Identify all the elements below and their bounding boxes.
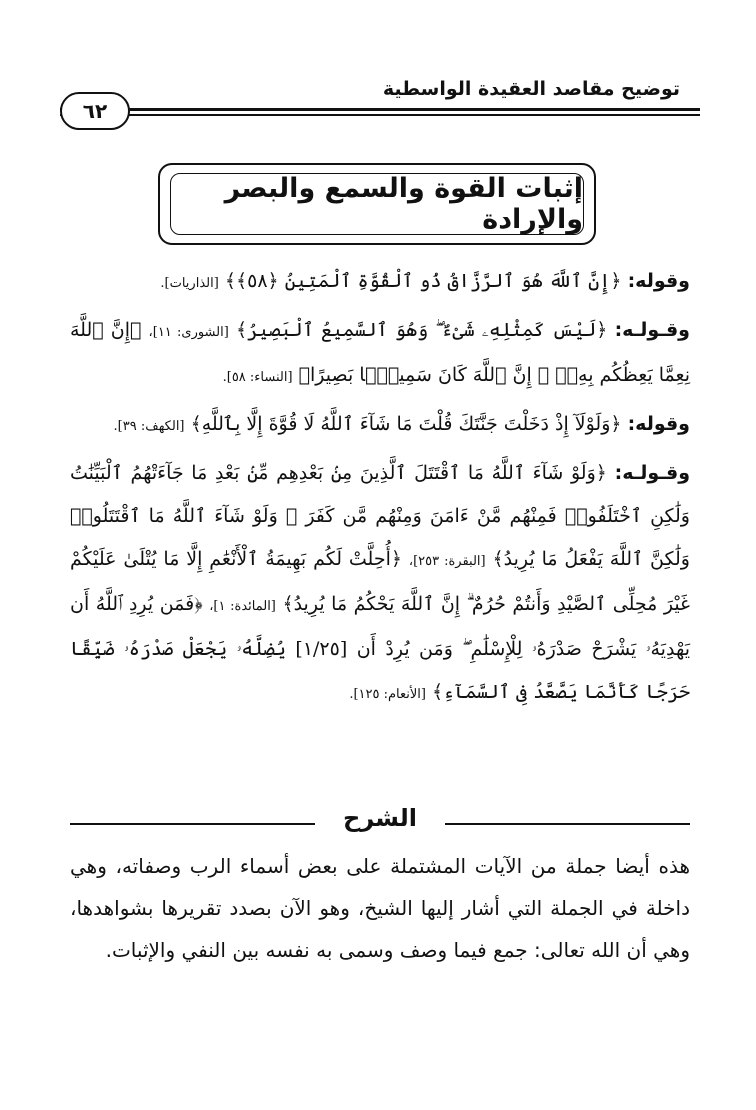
page-header <box>60 72 700 132</box>
sharh-paragraph: هذه أيضا جملة من الآيات المشتملة على بعض أسماء الرب وصفاته، وهي داخلة في الجملة التي أشار إليها الشيخ، وهو الآن بصدد تقريرها بشواهدها، وهي أن الله تعالى: جمع فيما وصف وسمى به نفسه بين النفي والإثبات. <box>70 854 690 962</box>
separator-rule-right <box>445 823 690 825</box>
verse-reference: [النساء: ٥٨]. <box>222 370 293 385</box>
quran-verse: ﴿فَمَن يُرِدِ ٱللَّهُ أَن يَهْدِيَهُۥ يَشْرَحْ صَدْرَهُۥ لِلْإِسْلَٰمِ ۖ وَمَن يُرِدْ أَن [١/٢٥] يُضِلَّهُۥ يَجْعَلْ صَدْرَهُۥ ضَيِّقًا حَرَجًا كَأَنَّمَا يَصَّعَّدُ فِى ٱلسَّمَآءِ﴾ <box>70 593 690 703</box>
quran-verse: ﴿وَلَوْلَآ إِذْ دَخَلْتَ جَنَّتَكَ قُلْتَ مَا شَآءَ ٱللَّهُ لَا قُوَّةَ إِلَّا بِٱللَّهِ﴾ <box>190 413 622 435</box>
matn-paragraph <box>70 309 690 399</box>
matn-lead: وقوله: <box>627 413 690 435</box>
verse-reference: [المائدة: ١]، <box>209 599 276 614</box>
verse-reference: [الشورى: ١١]، <box>148 325 229 340</box>
header-rule-thin <box>60 114 700 116</box>
book-title: توضيح مقاصد العقيدة الواسطية <box>382 78 680 100</box>
matn-lead: وقوله: <box>627 270 690 292</box>
matn-paragraph <box>70 260 690 305</box>
sharh-heading: الشرح <box>343 804 417 832</box>
quran-verse: ﴿إِنَّ ٱللَّهَ نِعِمَّا يَعِظُكُم بِهِۦٓ ۗ إِنَّ ٱللَّهَ كَانَ سَمِيعًۢا بَصِيرًا﴾ <box>70 319 690 386</box>
quran-verse: ﴿وَلَوْ شَآءَ ٱللَّهُ مَا ٱقْتَتَلَ ٱلَّذِينَ مِنۢ بَعْدِهِم مِّنۢ بَعْدِ مَا جَآءَتْهُمُ ٱلْبَيِّنَٰتُ وَلَٰكِنِ ٱخْتَلَفُوا۟ فَمِنْهُم مَّنْ ءَامَنَ وَمِنْهُم مَّن كَفَرَ ۚ وَلَوْ شَآءَ ٱللَّهُ مَا ٱقْتَتَلُوا۟ وَلَٰكِنَّ ٱللَّهَ يَفْعَلُ مَا يُرِيدُ﴾ <box>70 462 690 570</box>
matn-lead: وقـولـه: <box>614 319 690 341</box>
matn-lead: وقـولـه: <box>614 462 690 484</box>
section-title-frame <box>158 163 596 245</box>
quran-verse: ﴿إِنَّ ٱللَّهَ هُوَ ٱلرَّزَّاقُ ذُو ٱلْقُوَّةِ ٱلْمَتِينُ ﴿٥٨﴾﴾ <box>224 270 622 292</box>
matn-text <box>70 260 690 720</box>
verse-reference: [البقرة: ٢٥٣]، <box>408 554 486 569</box>
matn-paragraph <box>70 452 690 716</box>
section-title: إثبات القوة والسمع والبصر والإرادة <box>170 173 584 235</box>
verse-reference: [الأنعام: ١٢٥]. <box>349 687 426 702</box>
sharh-separator <box>70 804 690 838</box>
matn-paragraph <box>70 403 690 448</box>
page-number: ٦٢ <box>60 92 130 130</box>
quran-verse: ﴿أُحِلَّتْ لَكُم بَهِيمَةُ ٱلْأَنْعَٰمِ إِلَّا مَا يُتْلَىٰ عَلَيْكُمْ غَيْرَ مُحِلِّى ٱلصَّيْدِ وَأَنتُمْ حُرُمٌ ۗ إِنَّ ٱللَّهَ يَحْكُمُ مَا يُرِيدُ﴾ <box>70 548 690 615</box>
header-rule-thick <box>60 108 700 111</box>
separator-rule-left <box>70 823 315 825</box>
verse-reference: [الذاريات]. <box>160 276 219 291</box>
verse-reference: [الكهف: ٣٩]. <box>113 419 185 434</box>
quran-verse: ﴿لَيْسَ كَمِثْلِهِۦ شَىْءٌ ۖ وَهُوَ ٱلسَّمِيعُ ٱلْبَصِيرُ﴾ <box>235 319 608 341</box>
